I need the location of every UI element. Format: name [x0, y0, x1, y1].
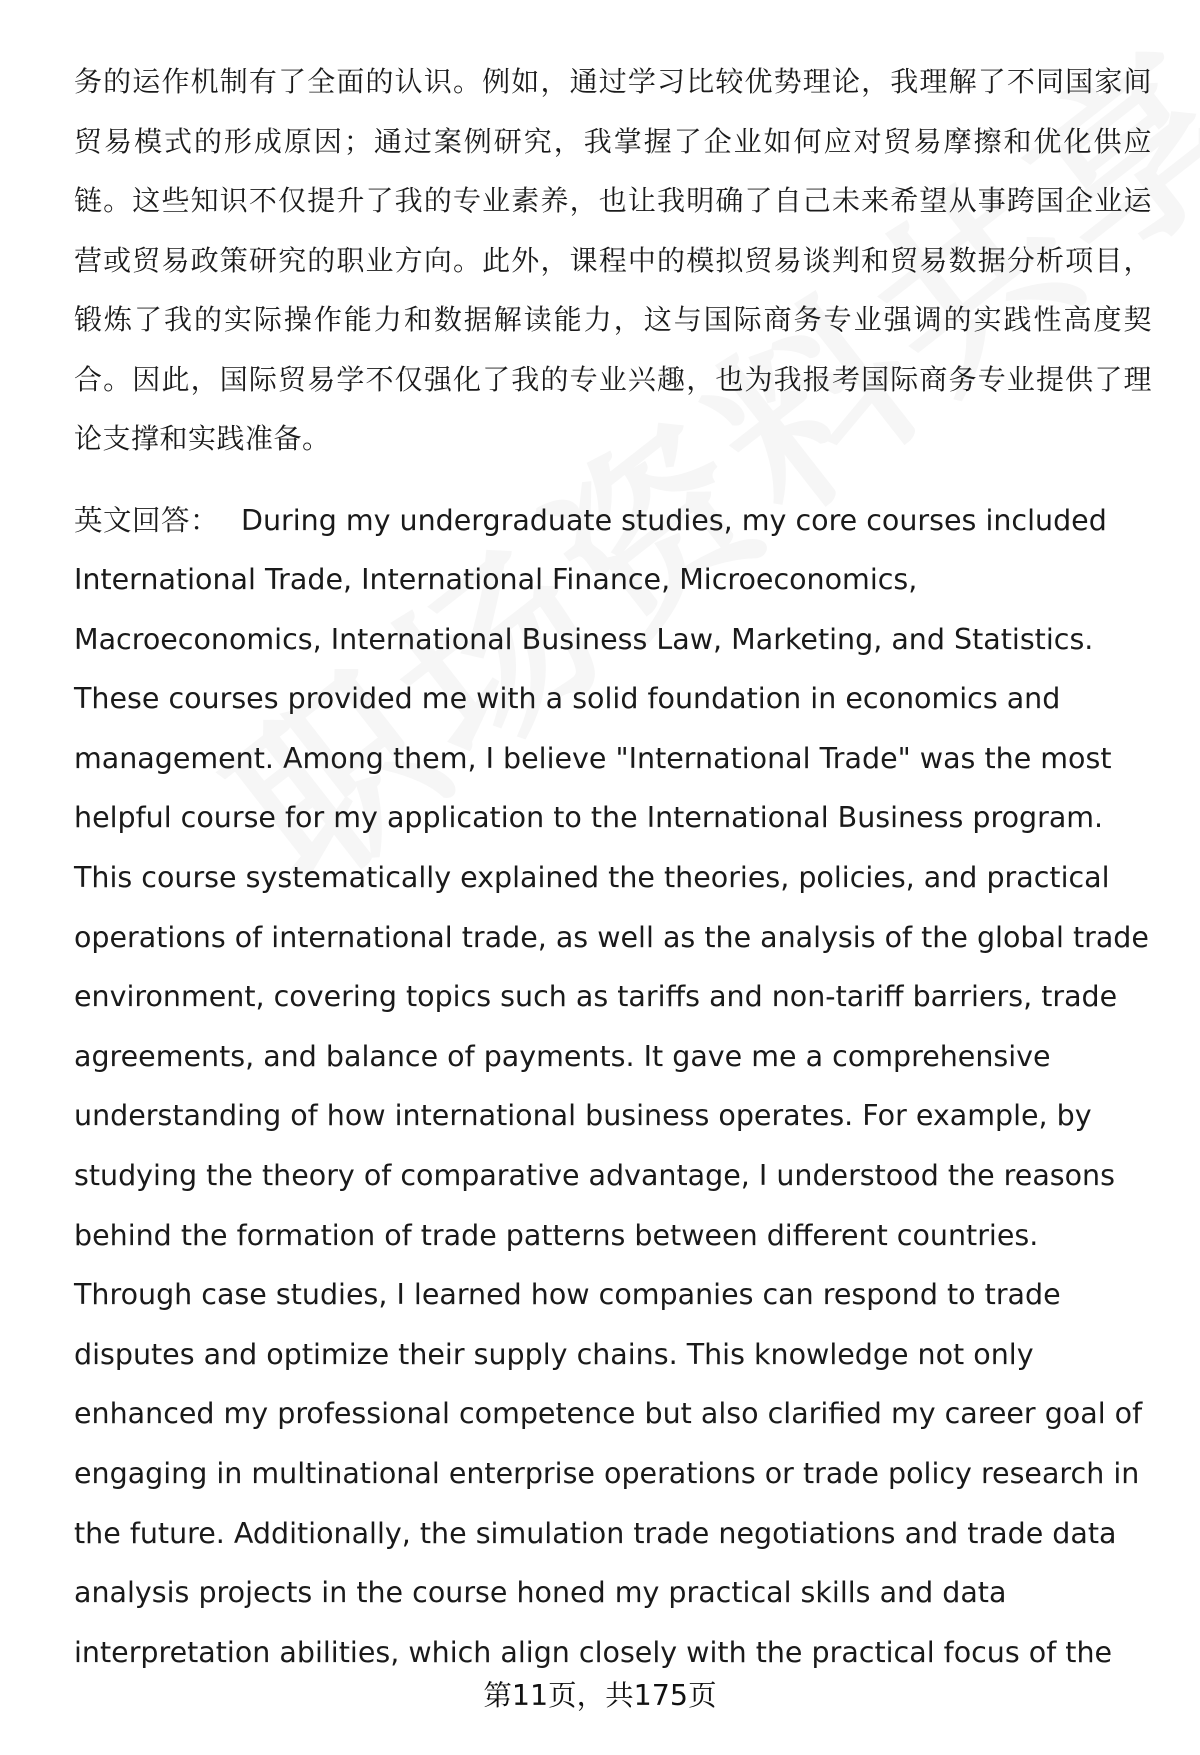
page-number-footer: 第11页，共175页: [483, 1679, 717, 1712]
page-content: [74, 52, 1152, 1682]
english-answer-text: During my undergraduate studies, my core courses included International Trade, International Finance, Microeconomics, Macroeconomics, International Business Law, Marketing, and Statistics. These courses provided me with a solid foundation in economics and management. Among them, I believe "International Trade" was the most helpful course for my application to the International Business program. This course systematically explained the theories, policies, and practical operations of international trade, as well as the analysis of the global trade environment, covering topics such as tariffs and non-tariff barriers, trade agreements, and balance of payments. It gave me a comprehensive understanding of how international business operates. For example, by studying the theory of comparative advantage, I understood the reasons behind the formation of trade patterns between different countries. Through case studies, I learned how companies can respond to trade disputes and optimize their supply chains. This knowledge not only enhanced my professional competence but also clarified my career goal of engaging in multinational enterprise operations or trade policy research in the future. Additionally, the simulation trade negotiations and trade data analysis projects in the course honed my practical skills and data interpretation abilities, which align closely with the practical focus of the: [74, 503, 1149, 1669]
english-answer-label: 英文回答：: [74, 503, 220, 537]
chinese-answer-paragraph: 务的运作机制有了全面的认识。例如，通过学习比较优势理论，我理解了不同国家间贸易模式的形成原因；通过案例研究，我掌握了企业如何应对贸易摩擦和优化供应链。这些知识不仅提升了我的专业素养，也让我明确了自己未来希望从事跨国企业运营或贸易政策研究的职业方向。此外，课程中的模拟贸易谈判和贸易数据分析项目，锻炼了我的实际操作能力和数据解读能力，这与国际商务专业强调的实践性高度契合。因此，国际贸易学不仅强化了我的专业兴趣，也为我报考国际商务专业提供了理论支撑和实践准备。: [74, 65, 1152, 455]
english-answer-paragraph: [74, 491, 1152, 1683]
